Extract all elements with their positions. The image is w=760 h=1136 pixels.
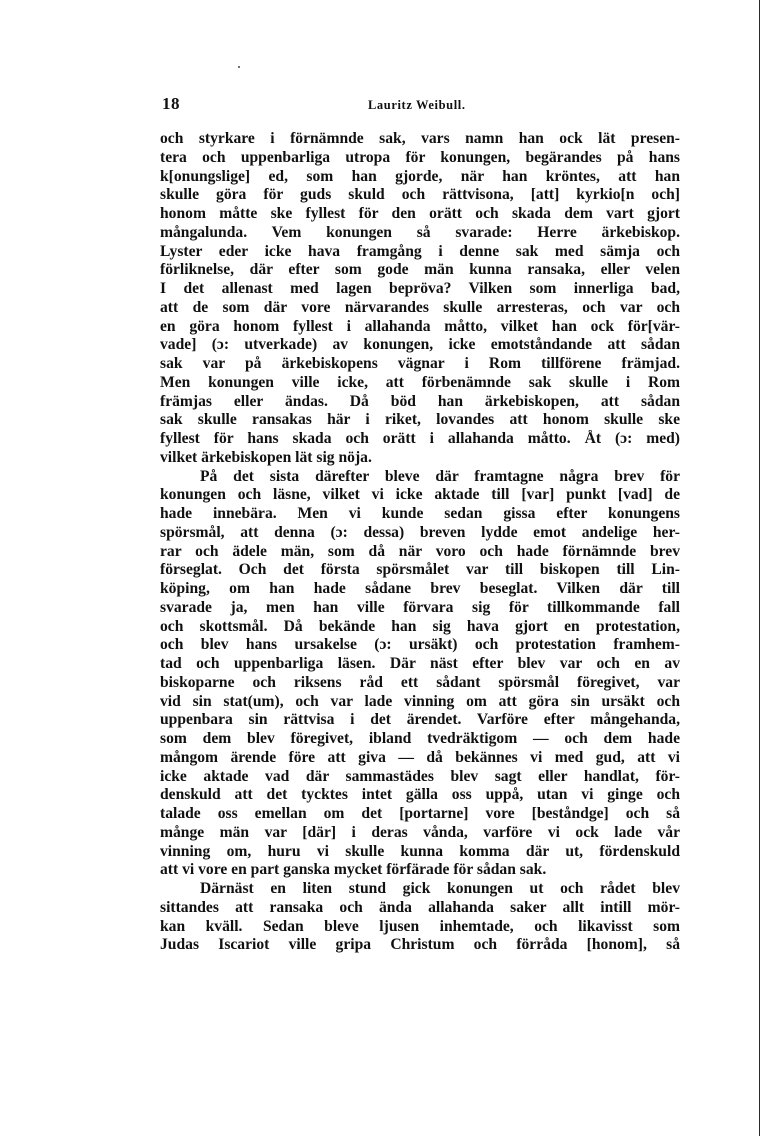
- text-line: Men konungen ville icke, att förbenämnde sak skulle i Rom: [160, 373, 680, 391]
- text-line: denskuld att det tycktes intet gälla oss uppå, utan vi ginge och: [160, 786, 680, 804]
- text-line: biskoparne och riksens råd ett sådant spörsmål föregivet, var: [160, 673, 680, 691]
- text-line: månge män var [där] i deras vånda, varföre vi ock lade vår: [160, 823, 680, 841]
- text-line: sak skulle ransakas här i riket, lovandes att honom skulle ske: [160, 411, 680, 429]
- text-line: förseglat. Och det första spörsmålet var till biskopen till Lin-: [160, 561, 680, 579]
- text-line: förliknelse, där efter som gode män kunna ransaka, eller velen: [160, 261, 680, 279]
- text-line: spörsmål, att denna (ɔ: dessa) breven lydde emot andelige her-: [160, 523, 680, 541]
- text-line: honom måtte ske fyllest för den orätt och skada dem vart gjort: [160, 205, 680, 222]
- text-line: Judas Iscariot ville gripa Christum och förråda [honom], så: [160, 936, 680, 954]
- text-line: Lyster eder icke hava framgång i denne sak med sämja och: [160, 242, 680, 260]
- paragraph-start-line: På det sista därefter bleve där framtagne några brev för: [200, 467, 680, 485]
- text-line: fyllest för hans skada och orätt i allahanda måtto. Åt (ɔ: med): [160, 430, 680, 447]
- text-line: rar och ädele män, som då när voro och hade förnämnde brev: [160, 542, 680, 560]
- running-head-author: Lauritz Weibull.: [368, 98, 466, 112]
- text-line: sittandes att ransaka och ända allahanda saker allt intill mör-: [160, 898, 680, 916]
- text-line: vid sin stat(um), och var lade vinning om att göra sin ursäkt och: [160, 692, 680, 710]
- text-line: att vi vore en part ganska mycket förfärade för sådan sak.: [160, 861, 547, 879]
- text-line: sak var på ärkebiskopens vägnar i Rom tillförene främjad.: [160, 355, 680, 372]
- text-line: hade innebära. Men vi kunde sedan gissa efter konungens: [160, 505, 680, 522]
- text-line: talade oss emellan om det [portarne] vore [beståndge] och så: [160, 805, 680, 822]
- text-line: och styrkare i förnämnde sak, vars namn han ock lät presen-: [160, 130, 680, 147]
- text-line: vade] (ɔ: utverkade) av konungen, icke emotståndande att sådan: [160, 336, 680, 354]
- text-line: en göra honom fyllest i allahanda måtto, vilket han ock för[vär-: [160, 317, 680, 335]
- text-line: I det allenast med lagen bepröva? Vilken som innerliga bad,: [160, 280, 680, 297]
- text-line: konungen och läsne, vilket vi icke aktade till [var] punkt [vad] de: [160, 486, 680, 504]
- text-line: mångalunda. Vem konungen så svarade: Herre ärkebiskop.: [160, 223, 680, 241]
- text-line: och blev hans ursakelse (ɔ: ursäkt) och protestation framhem-: [160, 636, 680, 654]
- text-line: icke aktade vad där sammastädes blev sagt eller handlat, för-: [160, 767, 680, 785]
- text-line: köping, om han hade sådane brev beseglat. Vilken där till: [160, 580, 680, 597]
- text-line: främjas eller ändas. Då böd han ärkebiskopen, att sådan: [160, 392, 680, 410]
- text-line: som dem blev föregivet, ibland tvedräktigom — och dem hade: [160, 730, 680, 747]
- text-line: vinning om, huru vi skulle kunna komma där ut, fördenskuld: [160, 842, 680, 860]
- text-line: tad och uppenbarliga läsen. Där näst efter blev var och en av: [160, 655, 680, 672]
- text-line: mångom ärende före att giva — då bekännes vi med gud, att vi: [160, 748, 680, 766]
- running-head: [160, 94, 680, 118]
- text-line: k[onungslige] ed, som han gjorde, när han kröntes, att han: [160, 167, 680, 185]
- text-line: kan kväll. Sedan bleve ljusen inhemtade, och likavisst som: [160, 917, 680, 935]
- body-text: [160, 130, 680, 955]
- text-line: skulle göra för guds skuld och rättvisona, [att] kyrkio[n och]: [160, 186, 680, 204]
- page-number: 18: [162, 94, 180, 113]
- text-line: vilket ärkebiskopen lät sig nöja.: [160, 448, 372, 466]
- paragraph-start-line: Därnäst en liten stund gick konungen ut och rådet blev: [200, 880, 680, 897]
- text-line: svarade ja, men han ville förvara sig för tillkommande fall: [160, 598, 680, 616]
- text-line: att de som där vore närvarandes skulle arresteras, och var och: [160, 298, 680, 316]
- text-line: tera och uppenbarliga utropa för konungen, begärandes på hans: [160, 148, 680, 166]
- text-line: uppenbara sin rättvisa i det ärendet. Varföre efter mångehanda,: [160, 711, 680, 729]
- ink-speck: [238, 66, 240, 68]
- text-line: och skottsmål. Då bekände han sig hava gjort en protestation,: [160, 617, 680, 635]
